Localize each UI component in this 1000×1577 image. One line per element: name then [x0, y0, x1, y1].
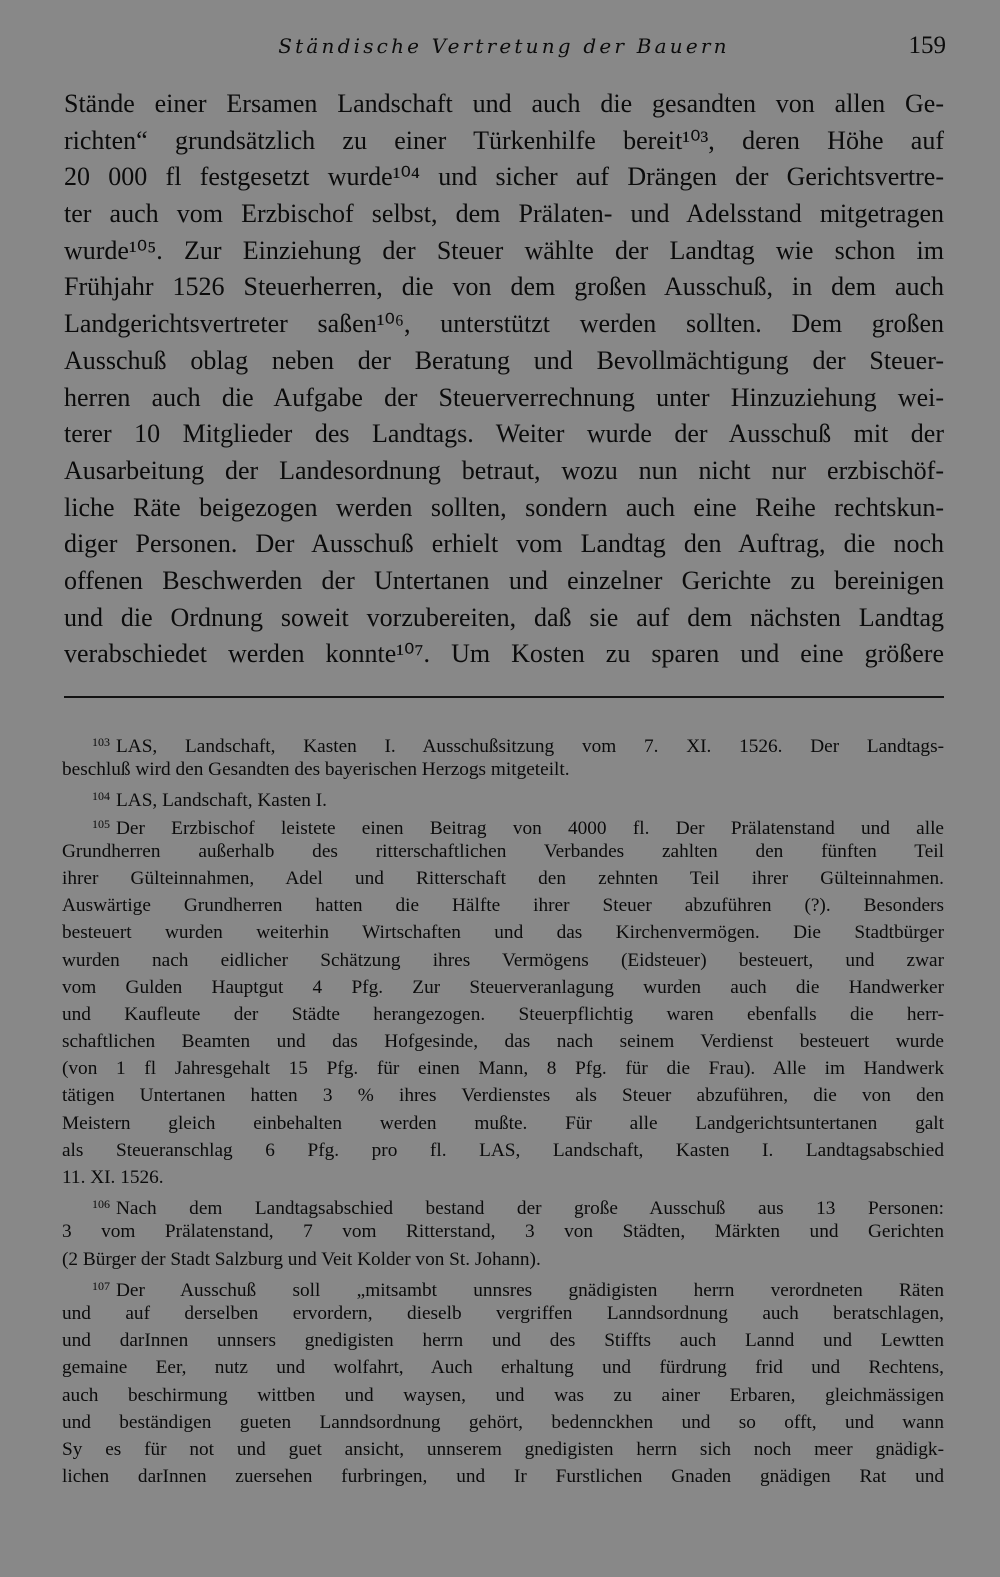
footnote-text: Der Erzbischof leistete einen Beitrag von 4000 fl. Der Prälatenstand und alle	[116, 817, 944, 838]
footnote-line	[62, 1028, 944, 1055]
footnote-line	[62, 1137, 944, 1164]
footnote-text: (von 1 fl Jahresgehalt 15 Pfg. für einen Mann, 8 Pfg. für die Frau). Alle im Handwerk	[62, 1058, 944, 1080]
text-line: Stände einer Ersamen Landschaft und auch die gesandten von allen Ge-	[64, 89, 944, 118]
footnote-start-line	[62, 1273, 944, 1300]
footnote-text: LAS, Landschaft, Kasten I.	[116, 790, 327, 811]
text-line: 20 000 fl festgesetzt wurde¹⁰⁴ und sicher auf Drängen der Gerichtsvertre-	[64, 162, 944, 192]
text-line: Ausschuß oblag neben der Beratung und Bevollmächtigung der Steuer-	[64, 345, 944, 375]
footnote-line	[62, 1463, 944, 1490]
footnote-number: 107	[92, 1278, 110, 1293]
footnote-text: ihrer Gülteinnahmen, Adel und Ritterschaft den zehnten Teil ihrer Gülteinnahmen.	[62, 867, 944, 889]
text-line: Ausarbeitung der Landesordnung betraut, wozu nun nicht nur erzbischöf-	[64, 455, 944, 485]
footnote-line	[62, 838, 944, 865]
footnote-text: beschluß wird den Gesandten des bayerischen Herzogs mitgeteilt.	[62, 759, 570, 781]
footnote-start-line	[62, 811, 944, 838]
footnote-text: und darInnen unnsers gnedigisten herrn und des Stiffts auch Lannd und Lewtten	[62, 1330, 944, 1352]
footnote-text: Nach dem Landtagsabschied bestand der große Ausschuß aus 13 Personen:	[116, 1198, 944, 1219]
footnote-line	[62, 1436, 944, 1463]
footnote-text: und Kaufleute der Städte herangezogen. Steuerpflichtig waren ebenfalls die herr-	[62, 1003, 944, 1025]
text-line: offenen Beschwerden der Untertanen und einzelner Gerichte zu bereinigen	[64, 565, 944, 595]
footnote-number: 104	[92, 789, 110, 804]
footnote-text: lichen darInnen zuersehen furbringen, und Ir Furstlichen Gnaden gnädigen Rat und	[62, 1466, 944, 1488]
footnote-line	[62, 919, 944, 946]
footnote-text: LAS, Landschaft, Kasten I. Ausschußsitzung vom 7. XI. 1526. Der Landtags-	[116, 736, 944, 757]
footnote-number: 106	[92, 1197, 110, 1212]
text-line: verabschiedet werden konnte¹⁰⁷. Um Kosten zu sparen und eine größere	[64, 639, 944, 669]
text-line: Landgerichtsvertreter saßen¹⁰⁶, unterstützt werden sollten. Dem großen	[64, 309, 944, 339]
footnote-line	[62, 756, 944, 783]
footnotes	[62, 729, 944, 1490]
footnote-text: Sy es für not und guet ansicht, unnserem gnedigisten herrn sich noch meer gnädigk-	[62, 1438, 944, 1460]
text-line: terer 10 Mitglieder des Landtags. Weiter wurde der Ausschuß mit der	[64, 419, 944, 449]
footnote-line	[62, 865, 944, 892]
footnote-line	[62, 1246, 944, 1273]
footnote-line	[62, 1082, 944, 1109]
footnote-start-line	[62, 783, 944, 810]
text-line: liche Räte beigezogen werden sollten, sondern auch eine Reihe rechtskun-	[64, 492, 944, 522]
text-line: wurde¹⁰⁵. Zur Einziehung der Steuer wählte der Landtag wie schon im	[64, 235, 944, 265]
footnote-line	[62, 1300, 944, 1327]
text-line: herren auch die Aufgabe der Steuerverrechnung unter Hinzuziehung wei-	[64, 382, 944, 412]
footnote-number: 103	[92, 735, 110, 749]
footnote-number: 105	[92, 816, 110, 831]
text-line: diger Personen. Der Ausschuß erhielt vom Landtag den Auftrag, die noch	[64, 529, 944, 559]
footnote-text: Meistern gleich einbehalten werden mußte. Für alle Landgerichtsuntertanen galt	[62, 1112, 944, 1134]
running-title: Ständische Vertretung der Bauern	[278, 34, 730, 58]
footnote-line	[62, 1327, 944, 1354]
main-text	[64, 86, 944, 673]
footnote-text: als Steueranschlag 6 Pfg. pro fl. LAS, Landschaft, Kasten I. Landtagsabschied	[62, 1139, 944, 1161]
footnote-text: gemaine Eer, nutz und wolfahrt, Auch erhaltung und fürdrung frid und Rechtens,	[62, 1357, 944, 1379]
text-line: und die Ordnung soweit vorzubereiten, daß sie auf dem nächsten Landtag	[64, 602, 944, 632]
footnote-text: (2 Bürger der Stadt Salzburg und Veit Kolder von St. Johann).	[62, 1248, 541, 1270]
footnote-line	[62, 1164, 944, 1191]
footnote-text: tätigen Untertanen hatten 3 % ihres Verdienstes als Steuer abzuführen, die von den	[62, 1085, 944, 1107]
footnote-line	[62, 974, 944, 1001]
footnote-text: schaftlichen Beamten und das Hofgesinde, das nach seinem Verdienst besteuert wurde	[62, 1031, 944, 1053]
footnote-line	[62, 947, 944, 974]
footnote-start-line	[62, 1191, 944, 1218]
page-number: 159	[908, 32, 946, 59]
footnote-text: vom Gulden Hauptgut 4 Pfg. Zur Steuerveranlagung wurden auch die Handwerker	[62, 976, 944, 998]
footnote-text: 11. XI. 1526.	[62, 1167, 164, 1188]
text-line: ter auch vom Erzbischof selbst, dem Prälaten- und Adelsstand mitgetragen	[64, 199, 944, 229]
footnote-text: besteuert wurden weiterhin Wirtschaften und das Kirchenvermögen. Die Stadtbürger	[62, 922, 944, 944]
footnote-text: und beständigen gueten Lanndsordnung gehört, bedennckhen und so offt, und wann	[62, 1411, 944, 1433]
footnote-text: und auf derselben ervordern, dieselb vergriffen Lanndsordnung auch beratschlagen,	[62, 1302, 944, 1324]
footnote-line	[62, 1354, 944, 1381]
footnote-text: wurden nach eidlicher Schätzung ihres Vermögens (Eidsteuer) besteuert, und zwar	[62, 949, 944, 971]
text-line: Frühjahr 1526 Steuerherren, die von dem großen Ausschuß, in dem auch	[64, 272, 944, 302]
footnote-divider	[64, 696, 944, 698]
footnote-line	[62, 1218, 944, 1245]
footnote-text: 3 vom Prälatenstand, 7 vom Ritterstand, 3 von Städten, Märkten und Gerichten	[62, 1221, 944, 1243]
footnote-line	[62, 1110, 944, 1137]
running-head	[64, 30, 944, 66]
footnote-line	[62, 1001, 944, 1028]
footnote-line	[62, 1382, 944, 1409]
footnote-text: Auswärtige Grundherren hatten die Hälfte ihrer Steuer abzuführen (?). Besonders	[62, 895, 944, 917]
footnote-text: Grundherren außerhalb des ritterschaftlichen Verbandes zahlten den fünften Teil	[62, 840, 944, 862]
footnote-line	[62, 892, 944, 919]
text-line: richten“ grundsätzlich zu einer Türkenhilfe bereit¹⁰³, deren Höhe auf	[64, 125, 944, 155]
footnote-line	[62, 1055, 944, 1082]
footnote-start-line	[62, 729, 944, 756]
footnote-line	[62, 1409, 944, 1436]
footnote-text: Der Ausschuß soll „mitsambt unnsres gnädigisten herrn verordneten Räten	[116, 1279, 944, 1300]
footnote-text: auch beschirmung wittben und waysen, und was zu ainer Erbaren, gleichmässigen	[62, 1384, 944, 1406]
